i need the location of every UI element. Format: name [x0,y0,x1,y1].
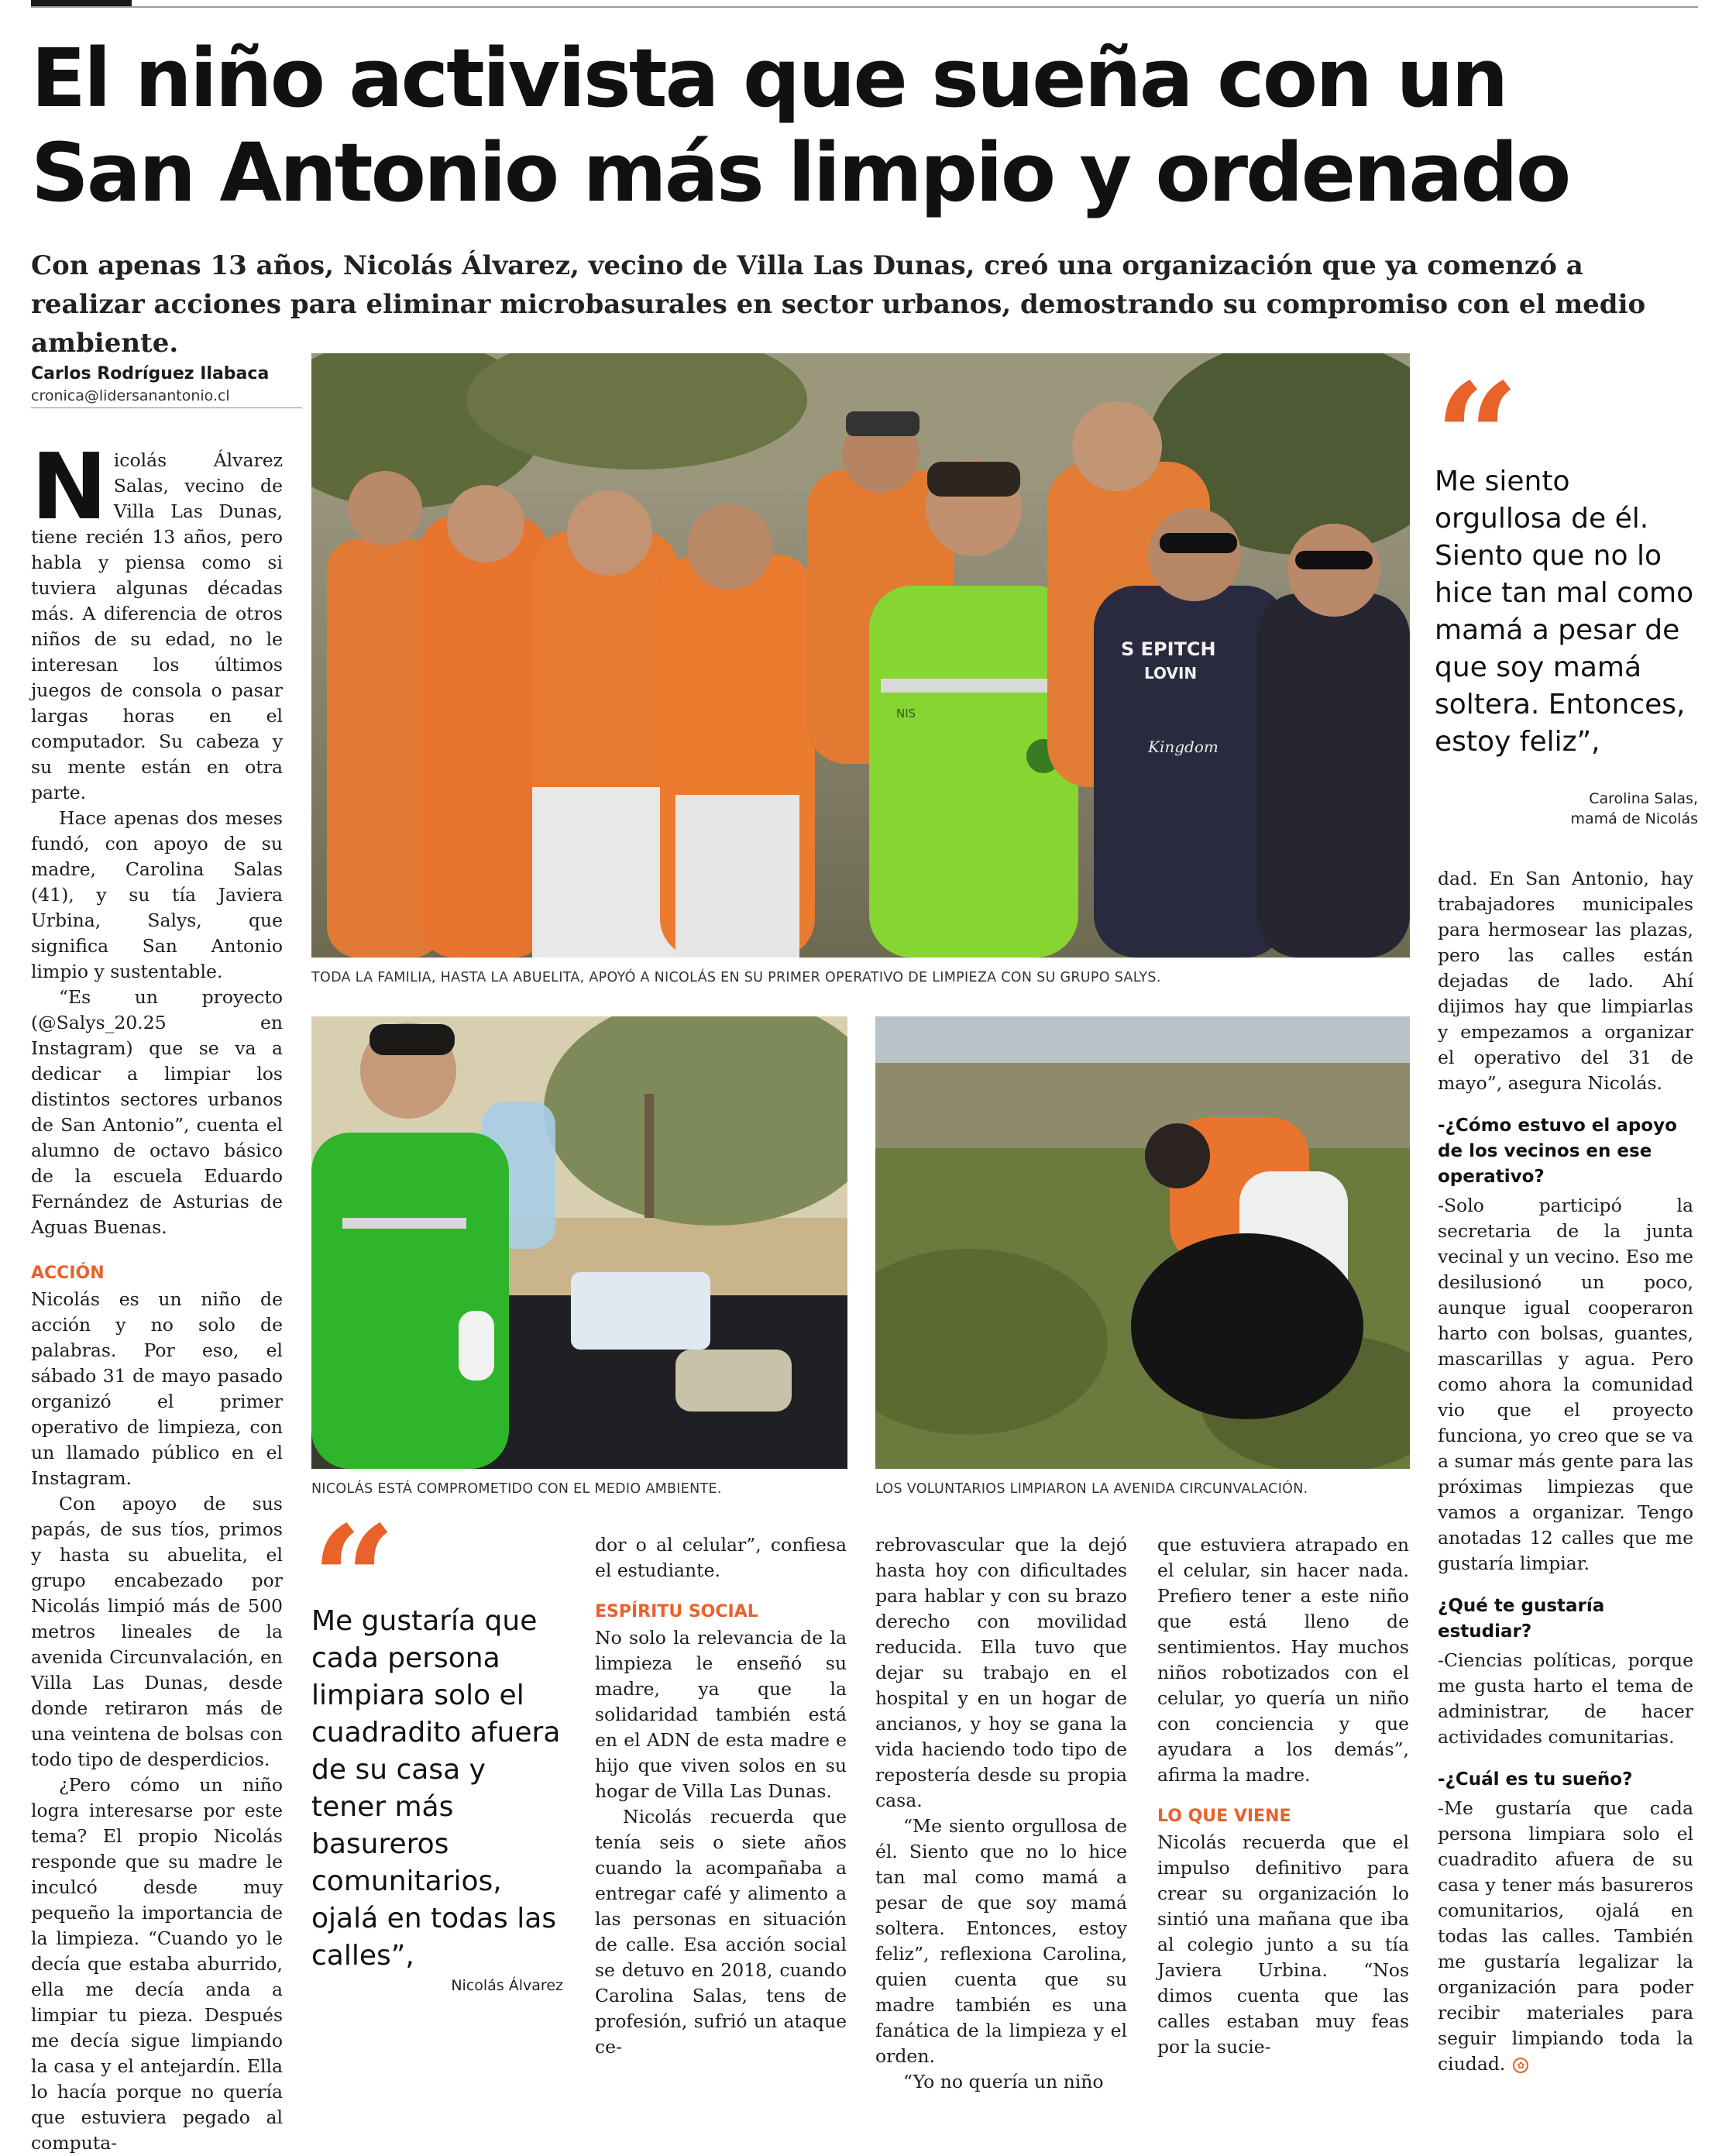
paragraph-lead: Nicolás Álvarez Salas, vecino de Villa Las Dunas, tiene recién 13 años, pero habla y piensa como si tuviera algunas décadas más. A diferencia de otros niños de su edad, no le interesan los últimos juegos de consola o pasar largas horas en el computador. Su cabeza y su mente están en otra parte. [31,433,283,803]
pull-quote-attr: Nicolás Álvarez [451,1977,563,1994]
paragraph: ¿Pero cómo un niño logra interesarse por este tema? El propio Nicolás responde que su madre le inculcó desde muy pequeño la importancia de la limpieza. “Cuando yo le decía que estaba aburrido, ella me decía anda a limpiar tu pieza. Después me decía sigue limpiando la casa y el antejardín. Ella lo hacía porque no quería que estuviera pegado al computa- [31,1774,283,2154]
quote-mark [1435,380,1698,457]
headline-line-1: El niño activista que sueña con un [31,31,1507,126]
shirt-text-3: Kingdom [1148,738,1219,756]
byline-rule [31,407,302,408]
paragraph: Nicolás recuerda que tenía seis o siete años cuando la acompañaba a entregar café y alimento a las personas en situación de calle. Esa acción social se detuvo en 2018, cuando Carolina Salas, tens de profesión, sufrió un ataque ce- [595,1806,847,2058]
column-5 [1157,1532,1409,2060]
paragraph: dor o al celular”, confiesa el estudiante. [595,1534,847,1581]
author-name: Carlos Rodríguez Ilabaca [31,364,270,383]
answer-3: -Me gustaría que cada persona limpiara solo el cuadradito afuera de su casa y tener más basureros comunitarios, ojalá en todas las calles. También me gustaría legalizar la organización para poder recibir materiales para seguir limpiando toda la ciudad. ✿ [1438,1797,1693,2075]
quote-mark [311,1522,567,1600]
paragraph: No solo la relevancia de la limpieza le enseñó su madre, ya que la solidaridad también está en el ADN de esta madre e hijo que viven solos en su hogar de Villa Las Dunas. [595,1627,847,1802]
paragraph: que estuviera atrapado en el celular, sin hacer nada. Prefiero tener a este niño que está lleno de sentimientos. Hay muchos niños robotizados con el celular, yo quería un niño con conciencia y que ayudara a los demás”, afirma la madre. [1157,1534,1409,1786]
pull-quote-mother [1435,380,1698,829]
paragraph: Hace apenas dos meses fundó, con apoyo de su madre, Carolina Salas (41), y su tía Javiera Urbina, Salys, que significa San Antonio limpio y sustentable. [31,807,283,982]
caption-left: NICOLÁS ESTÁ COMPROMETIDO CON EL MEDIO AMBIENTE. [311,1481,722,1497]
top-rule [31,6,1698,8]
pull-quote-text: Me siento orgullosa de él. Siento que no lo hice tan mal como mamá a pesar de que soy mamá soltera. Entonces, estoy feliz”, [1435,466,1694,758]
pull-quote-attr-name: Carolina Salas, [1589,790,1698,807]
answer-1: -Solo participó la secretaria de la junta vecinal y un vecino. Eso me desilusionó un poco, aunque igual cooperaron harto con bolsas, guantes, mascarillas y agua. Pero como ahora la comunidad vio que el proyecto funciona, yo creo que se va a sumar más gente para las próximas limpiezas que vamos a organizar. Tengo anotadas 12 calles que me gustaría limpiar. [1438,1195,1693,1574]
headline-line-2: San Antonio más limpio y ordenado [31,126,1569,220]
shirt-text-2: LOVIN [1144,664,1198,683]
paragraph: dad. En San Antonio, hay trabajadores municipales para hermosear las plazas, pero las calles están dejadas de lado. Ahí dijimos hay que limpiarlas y empezamos a organizar el operativo del 31 de mayo”, asegura Nicolás. [1438,868,1693,1094]
shirt-text-1: S EPITCH [1121,638,1216,660]
photo-volunteers-art [875,1016,1410,1469]
end-mark-icon: ✿ [1513,2058,1528,2073]
photo-nicolas-art [311,1016,847,1469]
paragraph: rebrovascular que la dejó hasta hoy con dificultades para hablar y con su brazo derecho con movilidad reducida. Ella tuvo que dejar su trabajo en el hospital y en un hogar de ancianos, y hoy se gana la vida haciendo todo tipo de repostería desde su propia casa. [875,1534,1127,1811]
vest-tag: NIS [896,707,916,720]
caption-right: LOS VOLUNTARIOS LIMPIARON LA AVENIDA CIRCUNVALACIÓN. [875,1481,1308,1497]
column-3 [595,1532,847,2060]
headline [31,31,1696,220]
column-6 [1438,866,1693,2077]
subhead-accion: ACCIÓN [31,1264,105,1283]
deck: Con apenas 13 años, Nicolás Álvarez, vecino de Villa Las Dunas, creó una organización que ya comenzó a realizar acciones para eliminar microbasurales en sector urbanos, demostrando su compromiso con el medio ambiente. [31,250,1646,359]
pull-quote-attr-role: mamá de Nicolás [1570,810,1698,827]
author-email: cronica@lidersanantonio.cl [31,387,230,404]
column-4 [875,1532,1127,2095]
answer-2: -Ciencias políticas, porque me gusta harto el tema de administrar, de hacer actividades comunitarias. [1438,1649,1693,1748]
paragraph: “Yo no quería un niño [903,2071,1104,2092]
paragraph: “Me siento orgullosa de él. Siento que no lo hice tan mal como mamá a pesar de que soy mamá soltera. Entonces, estoy feliz”, reflexiona Carolina, quien cuenta que su madre también es una fanática de la limpieza y el orden. [875,1815,1127,2067]
paragraph: Nicolás recuerda que el impulso definitivo para crear su organización lo sintió una mañana que iba al colegio junto a su tía Javiera Urbina. “Nos dimos cuenta que las calles estaban muy feas por la sucie- [1157,1831,1409,2058]
pull-quote-nicolas [311,1522,567,1975]
main-photo-art [311,353,1410,958]
question-3: -¿Cuál es tu sueño? [1438,1769,1633,1790]
photo-nicolas [311,1016,847,1469]
paragraph: Con apoyo de sus papás, de sus tíos, primos y hasta su abuelita, el grupo encabezado por Nicolás limpió más de 500 metros lineales de la avenida Circunvalación, en Villa Las Dunas, desde donde retiraron más de una veintena de bolsas con todo tipo de desperdicios. [31,1493,283,1770]
main-photo [311,353,1410,958]
paragraph: “Es un proyecto (@Salys_20.25 en Instagram) que se va a dedicar a limpiar los distintos sectores urbanos de San Antonio”, cuenta el alumno de octavo básico de la escuela Eduardo Fernández de Asturias de Aguas Buenas. [31,986,283,1238]
subhead-lo-que-viene: LO QUE VIENE [1157,1807,1291,1826]
byline [31,363,302,406]
caption-main: TODA LA FAMILIA, HASTA LA ABUELITA, APOYÓ A NICOLÁS EN SU PRIMER OPERATIVO DE LIMPIEZA CON SU GRUPO SALYS. [311,970,1161,985]
paragraph: Nicolás es un niño de acción y no solo de palabras. Por eso, el sábado 31 de mayo pasado organizó el primer operativo de limpieza, con un llamado público en el Instagram. [31,1288,283,1489]
question-2: ¿Qué te gustaría estudiar? [1438,1596,1605,1642]
subhead-espiritu: ESPÍRITU SOCIAL [595,1602,758,1621]
dropcap: N [31,433,108,540]
photo-volunteers [875,1016,1410,1469]
question-1: -¿Cómo estuvo el apoyo de los vecinos en ese operativo? [1438,1116,1677,1187]
column-1 [31,433,283,2156]
pull-quote-text: Me gustaría que cada persona limpiara solo el cuadradito afuera de su casa y tener más basureros comunitarios, ojalá en todas las calles”, [311,1605,561,1972]
